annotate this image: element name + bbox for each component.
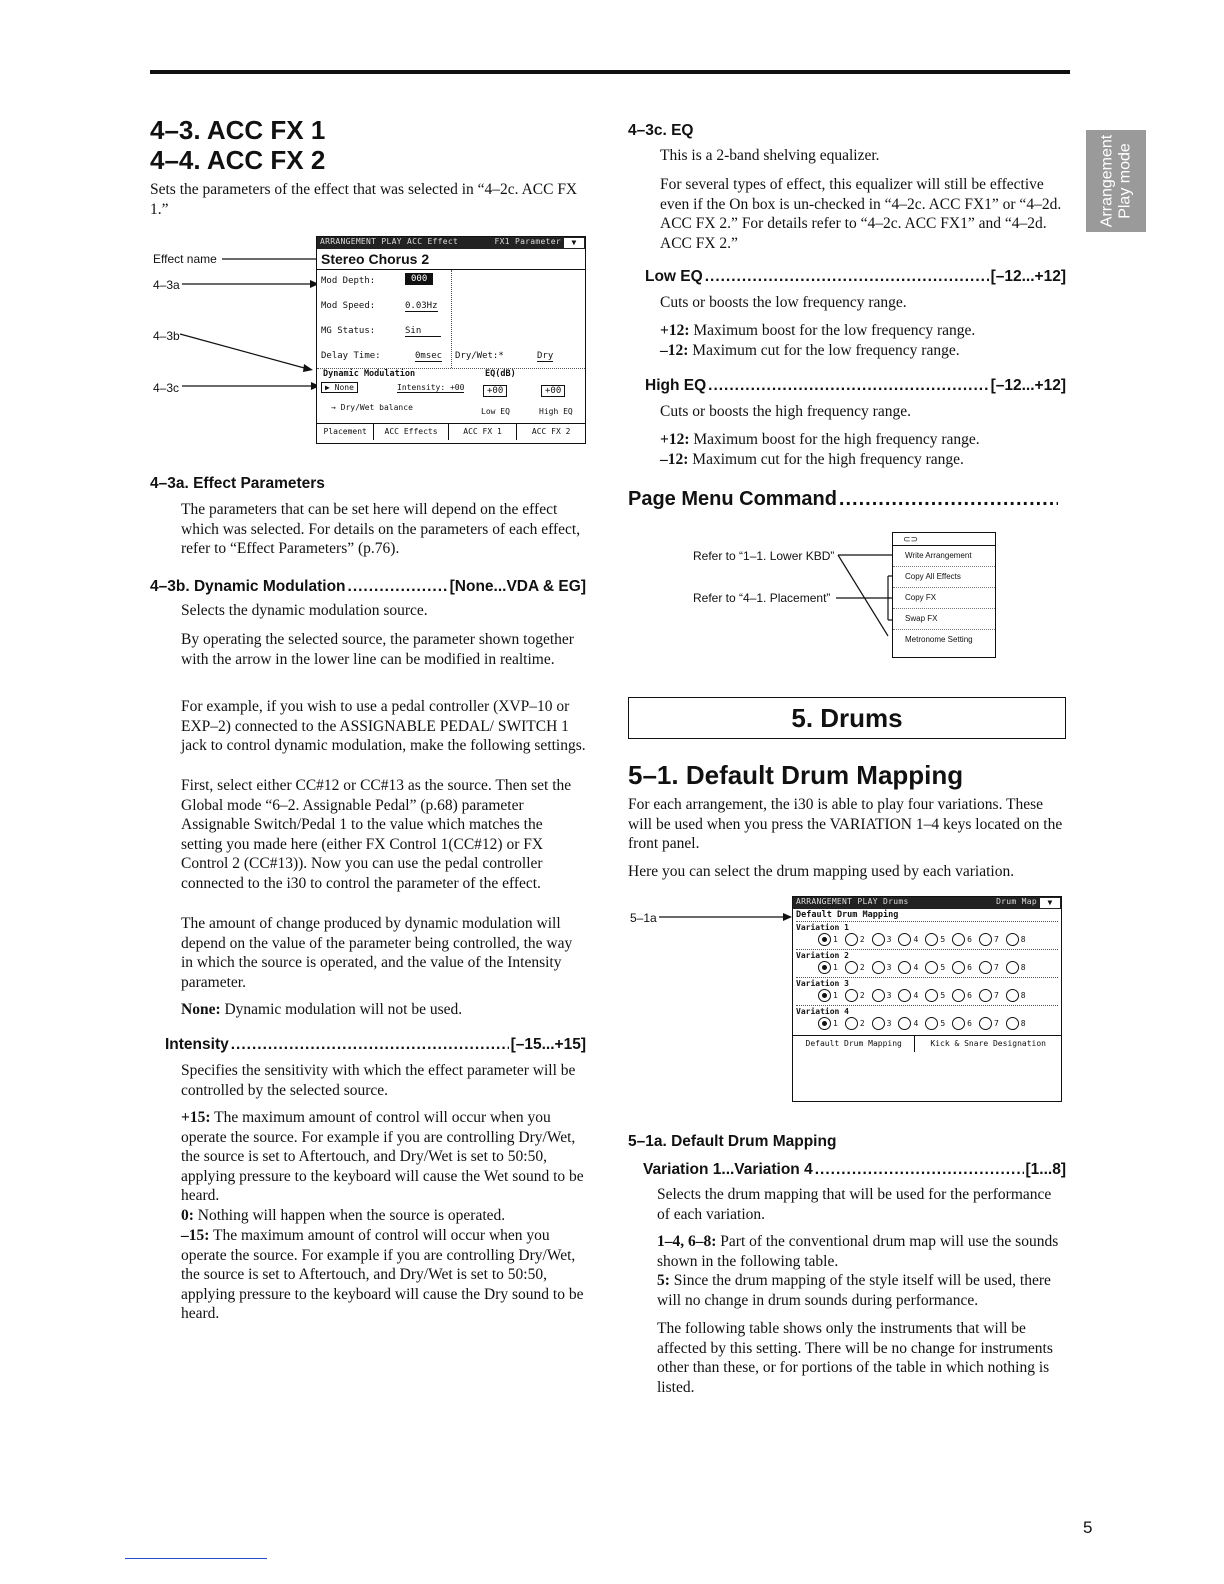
tab-acc-effects[interactable]: ACC Effects bbox=[374, 424, 448, 440]
drum-map-radio[interactable] bbox=[925, 933, 938, 946]
text-variation-5 bbox=[657, 1271, 1067, 1310]
lcd-mod-speed-label: Mod Speed: bbox=[321, 301, 376, 311]
text-4-3b-p3: For example, if you wish to use a pedal controller (XVP–10 or EXP–2) connected to the ASSIGNABLE PEDAL/ SWITCH 1 jack to control dynamic modulation, make the following settings. bbox=[181, 698, 586, 754]
drum-lcd-menu-dropdown[interactable]: ▼ bbox=[1039, 897, 1061, 909]
drum-map-radio[interactable] bbox=[952, 933, 965, 946]
menu-callout-lines bbox=[830, 540, 900, 660]
drum-map-radio-label: 4 bbox=[913, 991, 919, 1000]
drum-map-radio-label: 2 bbox=[859, 935, 865, 944]
heading-4-3a: 4–3a. Effect Parameters bbox=[150, 475, 325, 492]
lcd-mg-status-value[interactable]: Sin bbox=[405, 326, 441, 337]
heading-high-eq-title: High EQ bbox=[645, 377, 707, 394]
menu-copy-all-effects[interactable]: Copy All Effects bbox=[893, 567, 995, 588]
callout-5-1a: 5–1a bbox=[630, 911, 657, 925]
drum-map-radio-label: 3 bbox=[886, 1019, 892, 1028]
lcd-mod-speed-value[interactable]: 0.03Hz bbox=[405, 301, 438, 311]
drum-map-radio[interactable] bbox=[872, 961, 885, 974]
minus15-desc: The maximum amount of control will occur when you operate the source. For example if you are controlling Dry/Wet, the source is set to Aftertouch, and Dry/Wet is set to 50:50, applying pressure to the keyboard will cause the Dry sound to be heard. bbox=[181, 1227, 584, 1322]
drum-map-radio[interactable] bbox=[898, 961, 911, 974]
text-4-3c-p2: For several types of effect, this equalizer will still be effective even if the On box is un-checked in “4–2c. ACC FX1” or “4–2d. ACC FX 2.” For details refer to “4–2c. ACC FX1” and “4–2d. ACC FX 2.” bbox=[660, 176, 1062, 252]
v5-desc: Since the drum mapping of the style itself will be used, there will no change in drum sounds during performance. bbox=[657, 1272, 1051, 1309]
drum-map-radio-label: 3 bbox=[886, 991, 892, 1000]
drum-map-radio[interactable] bbox=[1006, 989, 1019, 1002]
heading-variation-range: [1...8] bbox=[1025, 1161, 1066, 1178]
drum-map-radio[interactable] bbox=[1006, 961, 1019, 974]
heading-5-1a: 5–1a. Default Drum Mapping bbox=[628, 1133, 837, 1150]
variation-label: Variation 1 bbox=[796, 923, 849, 932]
drum-map-radio-label: 3 bbox=[886, 963, 892, 972]
heading-variation-title: Variation 1...Variation 4 bbox=[643, 1161, 813, 1178]
callout-4-3a: 4–3a bbox=[153, 278, 180, 292]
page-number: 5 bbox=[1083, 1518, 1093, 1537]
drum-lcd-titlebar: ARRANGEMENT PLAY Drums bbox=[796, 897, 909, 906]
drum-map-radio-label: 5 bbox=[940, 963, 946, 972]
text-variation-p1: Selects the drum mapping that will be used for the performance of each variation. bbox=[657, 1186, 1052, 1223]
drum-map-radio[interactable] bbox=[845, 961, 858, 974]
drum-lcd-header: Default Drum Mapping bbox=[796, 910, 899, 920]
drum-map-radio-label: 7 bbox=[993, 1019, 999, 1028]
drum-map-radio[interactable] bbox=[872, 1017, 885, 1030]
drum-map-radio-label: 5 bbox=[940, 1019, 946, 1028]
heading-page-menu bbox=[628, 488, 1060, 511]
menu-metronome-setting[interactable]: Metronome Setting bbox=[905, 635, 973, 644]
text-variation-14-68 bbox=[657, 1232, 1067, 1271]
text-variation-p3: The following table shows only the instruments that will be affected by this setting. There will be no change for instruments other than these, or for portions of the table in which nothing is listed. bbox=[657, 1320, 1053, 1396]
menu-write-arrangement[interactable]: Write Arrangement bbox=[893, 546, 995, 567]
high-plus-label: +12: bbox=[660, 431, 690, 448]
lcd-mod-depth-value[interactable]: 000 bbox=[405, 273, 433, 285]
variation-group bbox=[796, 977, 1058, 1005]
drum-map-radio[interactable] bbox=[818, 933, 831, 946]
lcd-dynmod-label: Dynamic Modulation bbox=[323, 369, 416, 379]
text-4-3b-p1: Selects the dynamic modulation source. bbox=[181, 602, 428, 619]
variation-radio-row bbox=[796, 989, 1058, 1002]
high-plus-desc: Maximum boost for the high frequency range. bbox=[693, 431, 980, 448]
side-tab-line2: Play mode bbox=[1116, 143, 1133, 219]
lcd-intensity-value[interactable]: Intensity: +00 bbox=[397, 383, 465, 392]
zero-desc: Nothing will happen when the source is operated. bbox=[197, 1207, 506, 1224]
text-zero bbox=[181, 1206, 586, 1226]
drum-map-radio-label: 4 bbox=[913, 1019, 919, 1028]
drum-map-radio-label: 6 bbox=[967, 1019, 972, 1028]
heading-page-menu-title: Page Menu Command bbox=[628, 488, 837, 510]
drum-map-radio[interactable] bbox=[952, 989, 965, 1002]
tab-kick-snare-designation[interactable]: Kick & Snare Designation bbox=[930, 1039, 1046, 1048]
text-5-1-p1: For each arrangement, the i30 is able to play four variations. These will be used when you press the VARIATION 1–4 keys located on the front panel. bbox=[628, 796, 1063, 852]
drum-map-radio[interactable] bbox=[979, 933, 992, 946]
heading-low-eq-title: Low EQ bbox=[645, 268, 703, 285]
lcd-delay-value[interactable]: 0msec bbox=[415, 351, 443, 361]
drum-map-radio-label: 1 bbox=[833, 935, 838, 944]
drum-map-radio[interactable] bbox=[898, 1017, 911, 1030]
lcd-divider bbox=[451, 270, 452, 368]
none-label: None: bbox=[181, 1001, 221, 1018]
drum-lcd-titlebar-right: Drum Map bbox=[996, 897, 1037, 906]
drum-lcd-tab-bar bbox=[793, 1035, 1061, 1052]
drum-map-radio[interactable] bbox=[818, 961, 831, 974]
lcd-titlebar: ARRANGEMENT PLAY ACC Effect bbox=[320, 237, 459, 246]
plus15-desc: The maximum amount of control will occur when you operate the source. For example if you are controlling Dry/Wet, the source is set to Aftertouch, and Dry/Wet is set to 50:50, applying pressure to the keyboard will cause the Wet sound to be heard. bbox=[181, 1109, 584, 1204]
zero-label: 0: bbox=[181, 1207, 194, 1224]
drum-map-radio[interactable] bbox=[845, 989, 858, 1002]
lcd-delay-label: Delay Time: bbox=[321, 351, 381, 361]
heading-4-3b-title: 4–3b. Dynamic Modulation bbox=[150, 578, 346, 595]
text-4-3b-p4: First, select either CC#12 or CC#13 as the source. Then set the Global mode “6–2. Assignable Pedal” (p.68) parameter Assignable Switch/Pedal 1 to the value which matches the setting you made here (either FX Control 1(CC#12) or FX Control 2 (CC#13)). Now you can use the pedal controller connected to the i30 to control the parameter of the effect. bbox=[181, 777, 572, 892]
plus15-label: +15: bbox=[181, 1109, 211, 1126]
drum-map-radio[interactable] bbox=[952, 1017, 965, 1030]
text-low-plus bbox=[660, 321, 1070, 341]
lcd-mod-depth-label: Mod Depth: bbox=[321, 276, 376, 286]
v5-label: 5: bbox=[657, 1272, 670, 1289]
variation-label: Variation 3 bbox=[796, 979, 849, 988]
heading-intensity bbox=[165, 1036, 586, 1054]
drum-map-radio[interactable] bbox=[979, 961, 992, 974]
heading-low-eq bbox=[645, 268, 1066, 286]
menu-ref-placement: Refer to “4–1. Placement” bbox=[693, 591, 831, 605]
text-low-minus bbox=[660, 341, 1070, 361]
drum-map-radio-label: 5 bbox=[940, 991, 946, 1000]
side-tab-line1: Arrangement bbox=[1098, 134, 1115, 228]
text-high-eq: Cuts or boosts the high frequency range. bbox=[660, 403, 911, 420]
lcd-high-eq-label: High EQ bbox=[539, 407, 573, 416]
lcd-drywet-value[interactable]: Dry bbox=[537, 351, 554, 361]
low-plus-desc: Maximum boost for the low frequency range. bbox=[693, 322, 976, 339]
drum-map-radio-label: 6 bbox=[967, 991, 972, 1000]
drum-map-radio[interactable] bbox=[925, 1017, 938, 1030]
variation-radio-row bbox=[796, 933, 1058, 946]
page-menu-popup bbox=[892, 532, 996, 658]
drum-map-radio[interactable] bbox=[872, 933, 885, 946]
menu-copy-fx[interactable]: Copy FX bbox=[893, 588, 995, 609]
drum-map-radio-label: 6 bbox=[967, 963, 972, 972]
section-side-tab bbox=[1086, 130, 1146, 232]
variation-radio-row bbox=[796, 961, 1058, 974]
drum-map-radio-label: 6 bbox=[967, 935, 972, 944]
menu-ref-lower-kbd: Refer to “1–1. Lower KBD” bbox=[693, 549, 835, 563]
text-intensity-p1: Specifies the sensitivity with which the effect parameter will be controlled by the selected source. bbox=[181, 1062, 576, 1099]
text-high-minus bbox=[660, 450, 1070, 470]
text-4-3a: The parameters that can be set here will depend on the effect which was selected. For details on the parameters of each effect, refer to “Effect Parameters” (p.76). bbox=[181, 501, 581, 557]
v18-label: 1–4, 6–8: bbox=[657, 1233, 717, 1250]
drum-map-radio-label: 5 bbox=[940, 935, 946, 944]
title-acc-fx1: 4–3. ACC FX 1 bbox=[150, 115, 326, 145]
lcd-low-eq-value[interactable]: +00 bbox=[483, 385, 507, 397]
drum-map-radio-label: 7 bbox=[993, 963, 999, 972]
drum-map-radio[interactable] bbox=[1006, 933, 1019, 946]
lcd-none-value: None bbox=[334, 383, 354, 392]
text-4-3c-p1: This is a 2-band shelving equalizer. bbox=[660, 147, 880, 164]
low-plus-label: +12: bbox=[660, 322, 690, 339]
heading-intensity-range: [–15...+15] bbox=[510, 1036, 586, 1053]
tab-default-drum-mapping[interactable]: Default Drum Mapping bbox=[793, 1036, 915, 1052]
variation-group bbox=[796, 921, 1058, 949]
drum-map-radio-label: 1 bbox=[833, 991, 838, 1000]
heading-4-3b bbox=[150, 578, 586, 596]
drum-map-radio-label: 7 bbox=[993, 935, 999, 944]
high-minus-desc: Maximum cut for the high frequency range. bbox=[692, 451, 964, 468]
drum-lcd-screen bbox=[792, 896, 1062, 1102]
drum-map-radio-label: 1 bbox=[833, 963, 838, 972]
drum-map-radio-label: 1 bbox=[833, 1019, 838, 1028]
heading-4-3c: 4–3c. EQ bbox=[628, 122, 694, 139]
lcd-drywet-balance: → Dry/Wet balance bbox=[331, 403, 413, 412]
drum-map-radio[interactable] bbox=[979, 989, 992, 1002]
intro-text: Sets the parameters of the effect that was selected in “4–2c. ACC FX 1.” bbox=[150, 181, 578, 218]
drums-chapter-box bbox=[628, 697, 1066, 739]
text-none bbox=[181, 1000, 586, 1020]
callout-lines bbox=[150, 240, 330, 400]
menu-popup-icon: ⊂⊃ bbox=[893, 533, 995, 546]
lcd-dynmod-source[interactable] bbox=[321, 382, 358, 393]
drum-map-radio[interactable] bbox=[925, 961, 938, 974]
drum-map-radio-label: 2 bbox=[859, 991, 865, 1000]
lcd-titlebar-right: FX1 Parameter bbox=[494, 237, 561, 246]
heading-high-eq bbox=[645, 377, 1066, 395]
drum-map-radio[interactable] bbox=[1006, 1017, 1019, 1030]
footnote-rule bbox=[125, 1558, 267, 1559]
drum-map-radio-label: 3 bbox=[886, 935, 892, 944]
tab-acc-fx1[interactable]: ACC FX 1 bbox=[449, 424, 518, 440]
drums-chapter-title: 5. Drums bbox=[791, 702, 903, 733]
lcd-menu-dropdown[interactable]: ▼ bbox=[563, 237, 585, 249]
heading-intensity-title: Intensity bbox=[165, 1036, 229, 1053]
drum-map-radio[interactable] bbox=[845, 1017, 858, 1030]
tab-acc-fx2[interactable]: ACC FX 2 bbox=[531, 427, 571, 436]
minus15-label: –15: bbox=[181, 1227, 210, 1244]
drum-map-radio[interactable] bbox=[845, 933, 858, 946]
low-minus-desc: Maximum cut for the low frequency range. bbox=[692, 342, 960, 359]
drum-map-radio[interactable] bbox=[898, 933, 911, 946]
drum-map-radio-label: 8 bbox=[1020, 991, 1026, 1000]
text-plus15 bbox=[181, 1108, 586, 1206]
effect-lcd-screen bbox=[316, 236, 586, 444]
drum-map-radio[interactable] bbox=[898, 989, 911, 1002]
none-desc: Dynamic modulation will not be used. bbox=[224, 1001, 463, 1018]
drum-map-radio-label: 8 bbox=[1020, 1019, 1026, 1028]
variation-label: Variation 4 bbox=[796, 1007, 849, 1016]
drum-map-radio[interactable] bbox=[818, 1017, 831, 1030]
drum-map-radio-label: 4 bbox=[913, 963, 919, 972]
heading-low-eq-range: [–12...+12] bbox=[990, 268, 1066, 285]
lcd-mg-status-label: MG Status: bbox=[321, 326, 376, 336]
drum-map-radio[interactable] bbox=[925, 989, 938, 1002]
heading-high-eq-range: [–12...+12] bbox=[990, 377, 1066, 394]
text-low-eq: Cuts or boosts the low frequency range. bbox=[660, 294, 907, 311]
callout-4-3c: 4–3c bbox=[153, 381, 180, 395]
lcd-eq-label: EQ(dB) bbox=[485, 369, 516, 379]
text-5-1-p2: Here you can select the drum mapping used by each variation. bbox=[628, 863, 1015, 880]
title-acc-fx2: 4–4. ACC FX 2 bbox=[150, 145, 326, 175]
text-4-3b-p2: By operating the selected source, the parameter shown together with the arrow in the lower line can be modified in realtime. bbox=[181, 631, 574, 668]
drum-map-radio[interactable] bbox=[872, 989, 885, 1002]
lcd-effect-name[interactable]: Stereo Chorus 2 bbox=[317, 249, 585, 270]
play-icon: ▶ bbox=[325, 383, 330, 392]
low-minus-label: –12: bbox=[660, 342, 689, 359]
heading-4-3b-range: [None...VDA & EG] bbox=[449, 578, 586, 595]
variation-label: Variation 2 bbox=[796, 951, 849, 960]
text-minus15 bbox=[181, 1226, 586, 1324]
drum-variations bbox=[793, 921, 1061, 1033]
drum-map-radio-label: 2 bbox=[859, 1019, 865, 1028]
lcd-high-eq-value[interactable]: +00 bbox=[541, 385, 565, 397]
lcd-low-eq-label: Low EQ bbox=[481, 407, 510, 416]
drum-map-radio-label: 8 bbox=[1020, 935, 1026, 944]
v18-desc: Part of the conventional drum map will use the sounds shown in the following table. bbox=[657, 1233, 1059, 1270]
drum-callout-line bbox=[655, 908, 795, 924]
callout-effect-name: Effect name bbox=[153, 252, 217, 266]
text-4-3b-p5: The amount of change produced by dynamic modulation will depend on the value of the parameter being controlled, the way in which the source is operated, and the value of the Intensity parameter. bbox=[181, 915, 573, 991]
callout-4-3b: 4–3b bbox=[153, 329, 180, 343]
drum-map-radio-label: 2 bbox=[859, 963, 865, 972]
lcd-tab-bar bbox=[317, 423, 585, 440]
heading-variation bbox=[643, 1161, 1066, 1179]
top-rule bbox=[150, 70, 1070, 74]
text-high-plus bbox=[660, 430, 1070, 450]
drum-map-radio-label: 8 bbox=[1020, 963, 1026, 972]
drum-map-radio[interactable] bbox=[952, 961, 965, 974]
tab-placement[interactable]: Placement bbox=[317, 424, 374, 440]
drum-map-radio[interactable] bbox=[979, 1017, 992, 1030]
variation-radio-row bbox=[796, 1017, 1058, 1030]
drum-map-radio[interactable] bbox=[818, 989, 831, 1002]
lcd-drywet-label: Dry/Wet:* bbox=[455, 351, 504, 361]
variation-group bbox=[796, 949, 1058, 977]
drum-map-radio-label: 7 bbox=[993, 991, 999, 1000]
drum-map-radio-label: 4 bbox=[913, 935, 919, 944]
high-minus-label: –12: bbox=[660, 451, 689, 468]
heading-5-1: 5–1. Default Drum Mapping bbox=[628, 760, 964, 790]
variation-group bbox=[796, 1005, 1058, 1033]
menu-swap-fx[interactable]: Swap FX bbox=[893, 609, 995, 630]
